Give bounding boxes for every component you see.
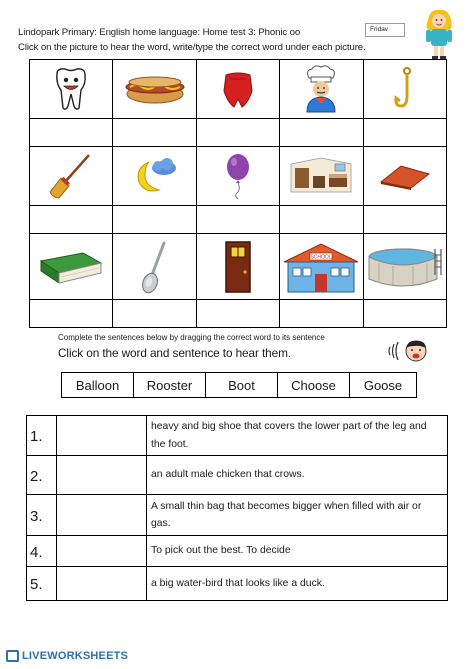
drop-zone-4[interactable] [57, 546, 146, 558]
sentence-number: 5. [27, 567, 57, 601]
word-chip-boot[interactable]: Boot [205, 372, 277, 398]
drop-zone-1[interactable] [57, 431, 146, 443]
picture-room[interactable] [280, 147, 363, 206]
picture-scarf[interactable] [196, 60, 279, 119]
brand-logo[interactable] [6, 650, 128, 662]
roof-icon [377, 162, 433, 190]
answer-input-door[interactable] [197, 300, 279, 327]
exercise-sub-instruction: Complete the sentences below by dragging the correct word to its sentence [58, 333, 325, 342]
school-sign-text: SCHOOL [310, 254, 332, 260]
answer-input-balloon[interactable] [197, 206, 279, 233]
sentence-row [27, 536, 448, 567]
date-field[interactable]: Fridav [365, 23, 405, 37]
book-icon [37, 247, 105, 287]
answer-input-scarf[interactable] [197, 119, 279, 146]
sentence-row [27, 416, 448, 456]
answer-input-broom[interactable] [30, 206, 112, 233]
speaker-icon[interactable] [386, 338, 432, 364]
picture-roof[interactable] [363, 147, 446, 206]
word-chip-choose[interactable]: Choose [277, 372, 349, 398]
exercise-instruction: Click on the word and sentence to hear them. [58, 346, 291, 360]
worksheet-instruction: Click on the picture to hear the word, write/type the correct word under each picture. [18, 42, 366, 53]
answer-input-hook[interactable] [364, 119, 446, 146]
drop-zone-2[interactable] [57, 470, 146, 482]
teacher-icon [420, 8, 458, 60]
answer-input-cook[interactable] [280, 119, 362, 146]
balloon-icon [223, 153, 253, 199]
door-icon [224, 240, 252, 294]
drop-zone-3[interactable] [57, 510, 146, 522]
answer-input-hotdog[interactable] [113, 119, 195, 146]
picture-hook[interactable] [363, 60, 446, 119]
picture-balloon[interactable] [196, 147, 279, 206]
sentence-row [27, 567, 448, 601]
scarf-icon [218, 69, 258, 109]
picture-cook[interactable] [280, 60, 363, 119]
picture-hotdog[interactable] [113, 60, 196, 119]
word-chip-rooster[interactable]: Rooster [133, 372, 205, 398]
school-icon [282, 240, 360, 294]
answer-input-moon[interactable] [113, 206, 195, 233]
word-bank [61, 372, 417, 398]
answer-input-room[interactable] [280, 206, 362, 233]
answer-input-tooth[interactable] [30, 119, 112, 146]
picture-moon[interactable] [113, 147, 196, 206]
cook-icon [299, 64, 343, 114]
picture-school[interactable] [280, 234, 363, 300]
hotdog-icon [124, 72, 186, 106]
word-chip-balloon[interactable]: Balloon [61, 372, 133, 398]
picture-grid [29, 59, 447, 328]
answer-input-spoon[interactable] [113, 300, 195, 327]
pool-icon [365, 245, 445, 289]
sentence-number: 2. [27, 456, 57, 495]
word-chip-goose[interactable]: Goose [349, 372, 417, 398]
picture-book[interactable] [30, 234, 113, 300]
answer-input-pool[interactable] [364, 300, 446, 327]
sentence-row [27, 456, 448, 495]
moon-icon [131, 156, 179, 196]
sentence-row [27, 495, 448, 536]
sentence-text[interactable]: heavy and big shoe that covers the lower part of the leg and the foot. [147, 416, 448, 456]
answer-input-book[interactable] [30, 300, 112, 327]
answer-input-school[interactable] [280, 300, 362, 327]
worksheet-icon [6, 650, 19, 662]
picture-tooth[interactable] [30, 60, 113, 119]
answer-input-roof[interactable] [364, 206, 446, 233]
picture-door[interactable] [196, 234, 279, 300]
sentence-number: 1. [27, 416, 57, 456]
room-icon [289, 156, 353, 196]
sentence-text[interactable]: an adult male chicken that crows. [147, 456, 448, 495]
picture-spoon[interactable] [113, 234, 196, 300]
sentence-number: 3. [27, 495, 57, 536]
hook-icon [392, 66, 418, 112]
broom-icon [47, 152, 95, 200]
spoon-icon [140, 239, 170, 295]
brand-name: LIVEWORKSHEETS [22, 650, 129, 662]
sentence-number: 4. [27, 536, 57, 567]
drop-zone-5[interactable] [57, 579, 146, 591]
sentence-text[interactable]: a big water-bird that looks like a duck. [147, 567, 448, 601]
sentence-text[interactable]: A small thin bag that becomes bigger when filled with air or gas. [147, 495, 448, 536]
picture-pool[interactable] [363, 234, 446, 300]
worksheet-title: Lindopark Primary: English home language: Home test 3: Phonic oo [18, 27, 301, 38]
tooth-icon [51, 66, 91, 112]
sentence-text[interactable]: To pick out the best. To decide [147, 536, 448, 567]
picture-broom[interactable] [30, 147, 113, 206]
sentence-table [26, 415, 448, 601]
